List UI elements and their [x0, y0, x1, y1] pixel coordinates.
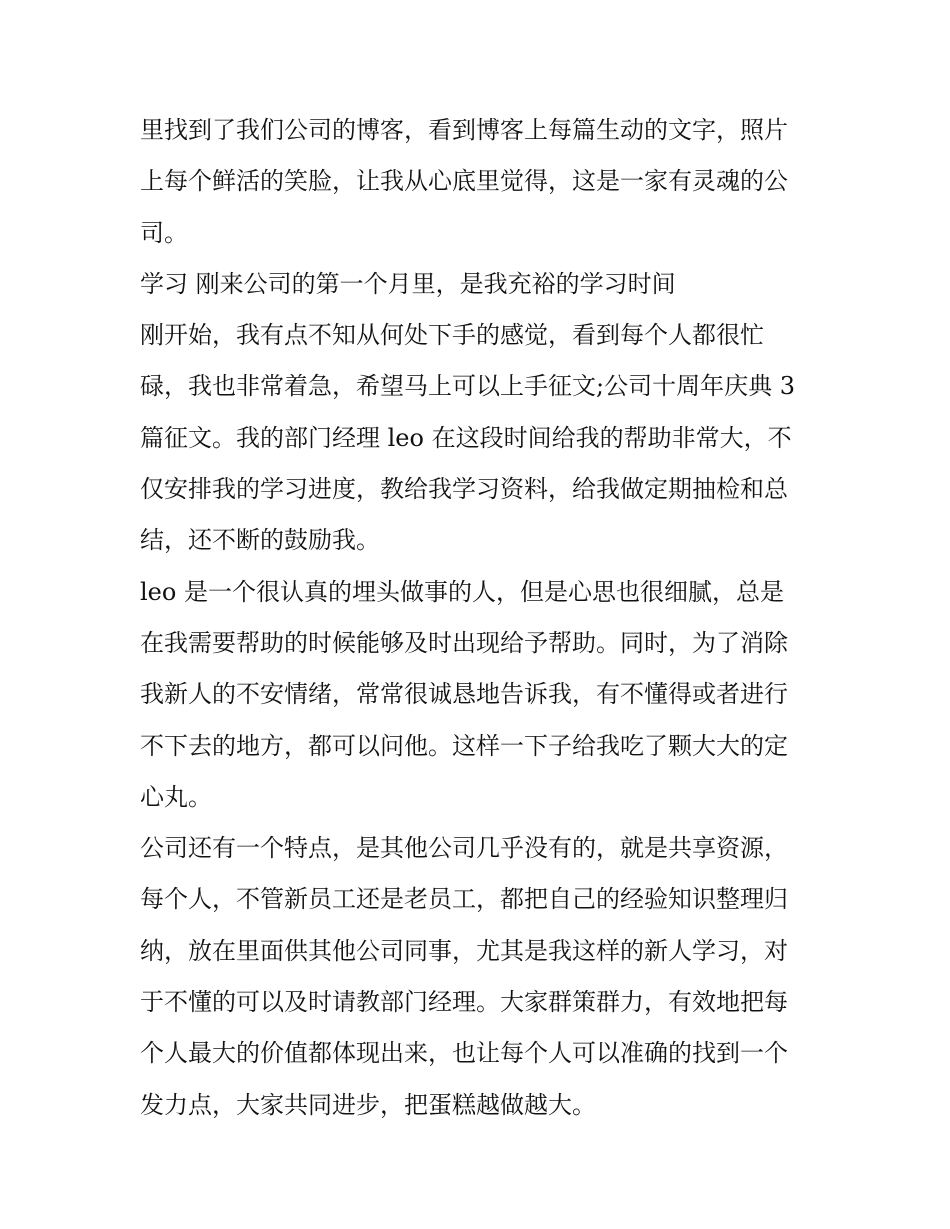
text-line: 司。 [140, 218, 188, 247]
text-line: 心丸。 [140, 782, 212, 811]
text-line: 于不懂的可以及时请教部门经理。大家群策群力，有效地把每 [140, 988, 788, 1017]
text-line: 里找到了我们公司的博客，看到博客上每篇生动的文字，照片 [140, 116, 788, 144]
text-line: 发力点，大家共同进步，把蛋糕越做越大。 [140, 1090, 596, 1119]
paragraph-1 [140, 105, 812, 259]
text-line: 纳，放在里面供其他公司同事，尤其是我这样的新人学习，对 [140, 936, 788, 965]
text-line: 仅安排我的学习进度，教给我学习资料，给我做定期抽检和总 [140, 475, 788, 504]
text-line: 个人最大的价值都体现出来，也让每个人可以准确的找到一个 [140, 1039, 788, 1068]
text-line: 每个人，不管新员工还是老员工，都把自己的经验知识整理归 [140, 885, 788, 914]
text-line: 篇征文。我的部门经理 leo 在这段时间给我的帮助非常大，不 [140, 423, 792, 452]
paragraph-4 [140, 567, 812, 823]
text-line: 刚开始，我有点不知从何处下手的感觉，看到每个人都很忙 [140, 321, 764, 350]
text-line: 我新人的不安情绪，常常很诚恳地告诉我，有不懂得或者进行 [140, 680, 788, 709]
paragraph-5 [140, 823, 812, 1131]
text-line: 公司还有一个特点，是其他公司几乎没有的，就是共享资源， [140, 834, 788, 863]
text-line: 结，还不断的鼓励我。 [140, 526, 380, 555]
text-line: 学习 刚来公司的第一个月里，是我充裕的学习时间 [140, 269, 676, 298]
text-line: 不下去的地方，都可以问他。这样一下子给我吃了颗大大的定 [140, 731, 788, 760]
text-line: 在我需要帮助的时候能够及时出现给予帮助。同时，为了消除 [140, 628, 788, 657]
text-line: 上每个鲜活的笑脸，让我从心底里觉得，这是一家有灵魂的公 [140, 167, 788, 196]
text-line: 碌，我也非常着急，希望马上可以上手征文;公司十周年庆典 3 [140, 372, 795, 401]
paragraph-2 [140, 259, 812, 310]
document-body [140, 105, 812, 1131]
text-line: leo 是一个很认真的埋头做事的人，但是心思也很细腻，总是 [140, 577, 784, 606]
paragraph-3 [140, 310, 812, 566]
